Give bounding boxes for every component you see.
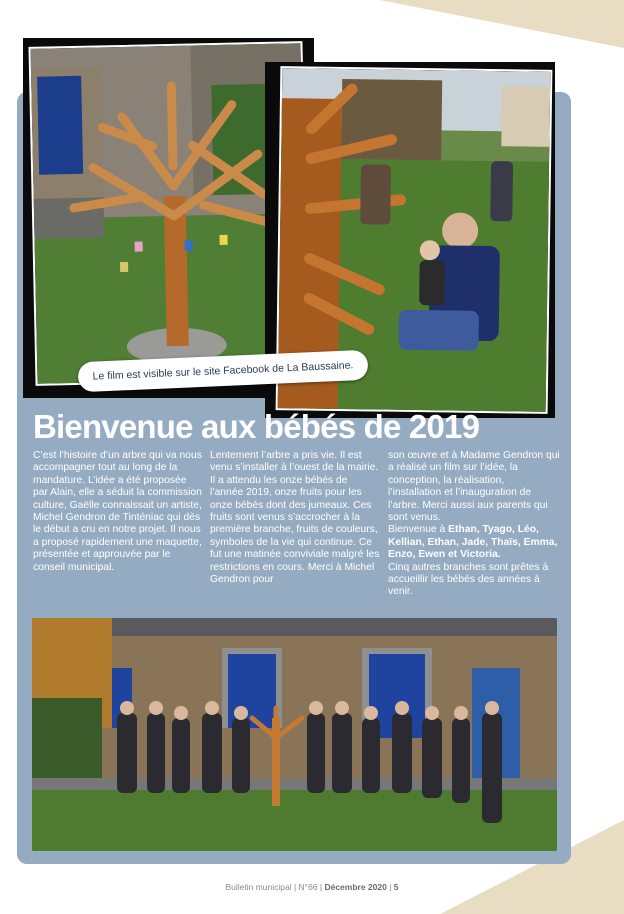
column-1-text: C’est l’histoire d’un arbre qui va nous accompagner tout au long de la mandature. L’idée a été proposée par Alain, elle a séduit la commission culture, Gaëlle connaissait un artiste, Michel Gendron de Tinténiac qui dès le début a cru en notre projet. Il nous a proposé rapidement une maquette, présentée et approuvée par le conseil municipal. (33, 450, 202, 573)
footer-date: Décembre 2020 (324, 882, 387, 892)
column-3-text: son œuvre et à Madame Gendron qui a réalisé un film sur l’idée, la conception, la réalisation, l’installation et l’inauguration de l’arbre. Merci aussi aux parents qui sont venus. (388, 450, 560, 524)
article-column-3 (388, 450, 560, 599)
article-column-1 (33, 450, 203, 574)
column-3-closing: Cinq autres branches sont prêtes à accueillir les bébés des années à venir. (388, 561, 549, 598)
article-column-2 (210, 450, 380, 586)
photo-caption: Le film est visible sur le site Facebook de La Baussaine. (77, 350, 368, 393)
page-number: 5 (393, 882, 399, 892)
footer-prefix: Bulletin municipal | N°66 | (225, 882, 325, 892)
column-2-text: Lentement l’arbre a pris vie. Il est venu s’installer à l’ouest de la mairie. Il a attendu les onze bébés de l’année 2019, onze fruits pour les onze bébés dont des jumeaux. Ces fruits sont venus s’accrocher à la première branche, fruits de couleurs, symboles de la vie qui continue. Ce fut une matinée conviviale malgré les restrictions en cours. Merci à Michel Gendron pour (210, 450, 380, 586)
article-title: Bienvenue aux bébés de 2019 (33, 408, 480, 445)
footer-separator: | (386, 882, 394, 892)
group-photo (32, 618, 557, 851)
page-footer (0, 882, 624, 892)
baby-names: Ethan, Tyago, Léo, Kellian, Ethan, Jade, Thaïs, Emma, Enzo, Ewen et Victoria. (388, 524, 558, 561)
column-3-welcome: Bienvenue à Ethan, Tyago, Léo, Kellian, Ethan, Jade, Thaïs, Emma, Enzo, Ewen et Victoria. (388, 524, 558, 561)
